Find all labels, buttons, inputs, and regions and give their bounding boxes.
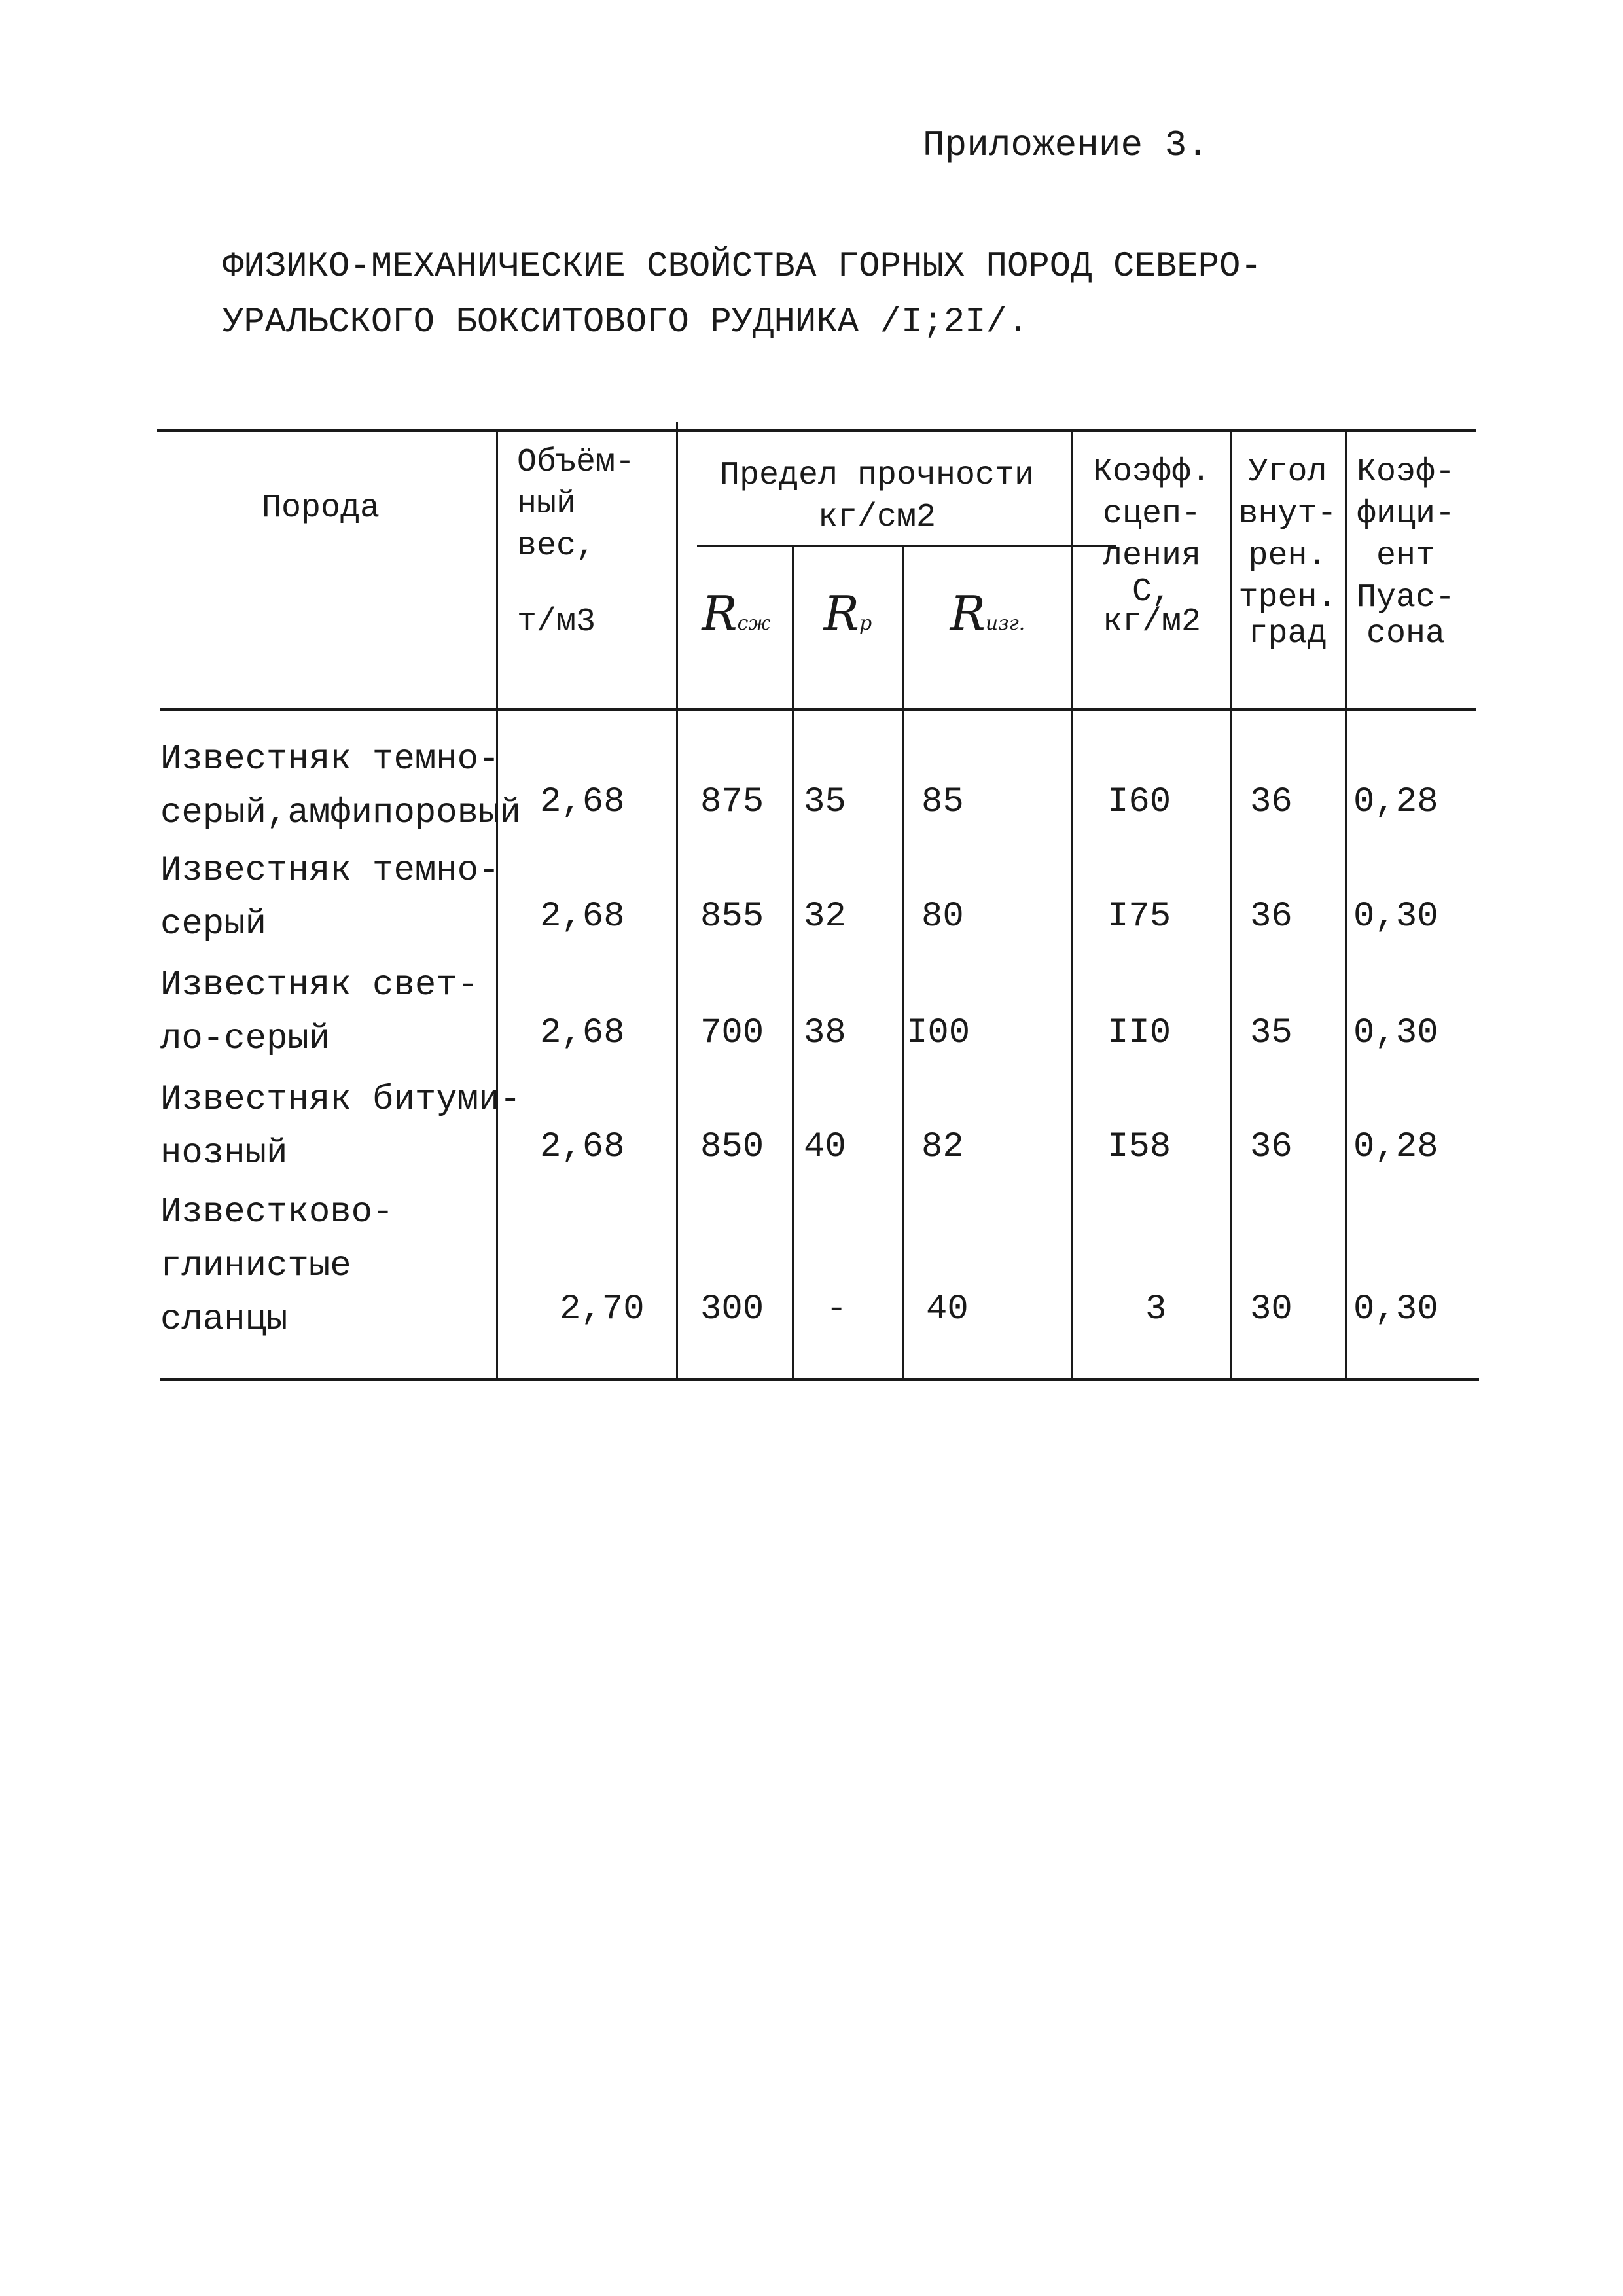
- poisson-cell: 0,28: [1353, 1127, 1438, 1167]
- angle-cell: 36: [1250, 897, 1293, 937]
- r-tension-cell: 40: [804, 1127, 846, 1167]
- document-title: [223, 239, 1262, 350]
- r-tension-cell: 35: [804, 782, 846, 822]
- header-rock: Порода: [261, 490, 380, 527]
- cohesion-cell: I75: [1107, 897, 1171, 937]
- header-volume-weight-line2: ный: [517, 486, 577, 523]
- rock-name: Известково- глинистые сланцы: [160, 1193, 394, 1340]
- cohesion-cell: I58: [1107, 1127, 1171, 1167]
- r-bending-cell: 80: [921, 897, 964, 937]
- angle-cell: 36: [1250, 1127, 1293, 1167]
- volume-weight-cell: 2,68: [540, 897, 625, 937]
- angle-cell: 30: [1250, 1289, 1293, 1329]
- r-bending-cell: 82: [921, 1127, 964, 1167]
- r-compression-cell: 850: [700, 1127, 764, 1167]
- poisson-cell: 0,30: [1353, 897, 1438, 937]
- header-volume-weight-line1: Объём-: [517, 444, 635, 481]
- rock-name: Известняк свет- ло-серый: [160, 965, 479, 1059]
- header-angle-line2: внут-: [1238, 495, 1337, 533]
- poisson-cell: 0,30: [1353, 1013, 1438, 1053]
- header-r-tension: Rр: [823, 586, 872, 641]
- volume-weight-cell: 2,70: [560, 1289, 645, 1329]
- header-r-compression: Rсж: [702, 586, 771, 641]
- volume-weight-cell: 2,68: [540, 1013, 625, 1053]
- header-strength-line2: кг/см2: [817, 499, 936, 536]
- header-cohesion: [1073, 452, 1230, 641]
- volume-weight-cell: 2,68: [540, 782, 625, 822]
- angle-cell: 36: [1250, 782, 1293, 822]
- header-angle-line3: рен.: [1248, 537, 1327, 575]
- r-bending-cell: I00: [906, 1013, 971, 1053]
- poisson-cell: 0,30: [1353, 1289, 1438, 1329]
- header-cohesion-line3: ления: [1102, 537, 1202, 575]
- poisson-cell: 0,28: [1353, 782, 1438, 822]
- header-poisson: [1347, 452, 1465, 653]
- r-compression-cell: 300: [700, 1289, 764, 1329]
- header-cohesion-line2: сцеп-: [1102, 495, 1202, 533]
- header-poisson-line5: сона: [1366, 615, 1446, 653]
- header-poisson-line4: Пуас-: [1356, 579, 1455, 617]
- appendix-label: Приложение 3.: [923, 124, 1209, 166]
- header-strength: [681, 455, 1073, 539]
- header-poisson-line1: Коэф-: [1356, 454, 1455, 491]
- header-poisson-line2: фици-: [1356, 495, 1455, 533]
- table-top-rule: [157, 429, 1476, 432]
- cohesion-cell: 3: [1145, 1289, 1167, 1329]
- table-bottom-rule: [160, 1378, 1479, 1381]
- r-compression-cell: 700: [700, 1013, 764, 1053]
- r-tension-cell: 32: [804, 897, 846, 937]
- header-angle-line5: град: [1248, 615, 1327, 653]
- rock-name: Известняк темно- серый: [160, 851, 500, 944]
- header-angle-line4: трен.: [1238, 579, 1337, 617]
- cohesion-cell: II0: [1107, 1013, 1171, 1053]
- angle-cell: 35: [1250, 1013, 1293, 1053]
- rock-name: Известняк темно- серый,амфипоровый: [160, 740, 521, 833]
- r-tension-cell: -: [826, 1289, 847, 1329]
- header-volume-weight: [497, 442, 694, 643]
- header-r-bending: Rизг.: [950, 586, 1026, 641]
- header-strength-line1: Предел прочности: [719, 457, 1035, 494]
- header-friction-angle: [1230, 452, 1345, 653]
- title-line-1: ФИЗИКО-МЕХАНИЧЕСКИЕ СВОЙСТВА ГОРНЫХ ПОРОД СЕВЕРО-: [223, 247, 1262, 287]
- header-volume-weight-line4: т/м3: [517, 603, 596, 641]
- r-tension-cell: 38: [804, 1013, 846, 1053]
- header-cohesion-line1: Коэфф.: [1092, 454, 1211, 491]
- title-line-2: УРАЛЬСКОГО БОКСИТОВОГО РУДНИКА /I;2I/.: [223, 302, 1029, 342]
- volume-weight-cell: 2,68: [540, 1127, 625, 1167]
- r-bending-cell: 40: [926, 1289, 969, 1329]
- cohesion-cell: I60: [1107, 782, 1171, 822]
- header-cohesion-line5: кг/м2: [1102, 603, 1202, 641]
- r-bending-cell: 85: [921, 782, 964, 822]
- col-divider-rcomp: [792, 547, 794, 1378]
- header-angle-line1: Угол: [1248, 454, 1327, 491]
- r-compression-cell: 875: [700, 782, 764, 822]
- strength-subheader-rule: [697, 545, 1116, 547]
- rock-name: Известняк битуми- нозный: [160, 1080, 521, 1174]
- r-compression-cell: 855: [700, 897, 764, 937]
- header-cohesion-line4: С,: [1132, 573, 1171, 611]
- header-poisson-line3: ент: [1376, 537, 1435, 575]
- header-bottom-rule: [160, 708, 1476, 711]
- header-volume-weight-line3: вес,: [517, 528, 596, 565]
- col-divider-rtens: [902, 547, 904, 1378]
